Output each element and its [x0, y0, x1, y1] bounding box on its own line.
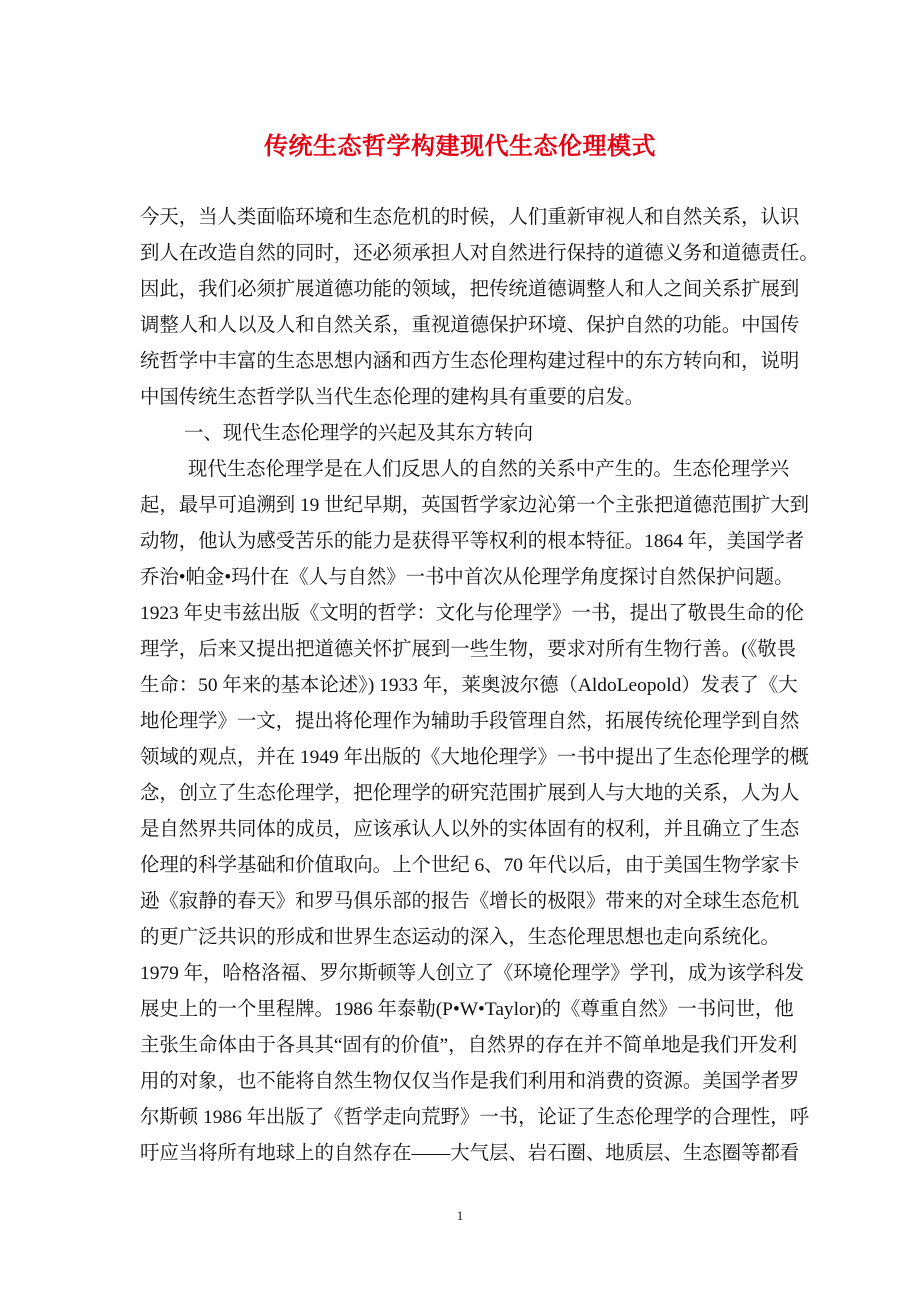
text-line: 念，创立了生态伦理学，把伦理学的研究范围扩展到人与大地的关系，人为人 — [140, 783, 800, 804]
section-heading: 一、现代生态伦理学的兴起及其东方转向 — [184, 423, 534, 444]
text-line: 生命：50 年来的基本论述》) 1933 年，莱奥波尔德（AldoLeopold）发表了《大 — [140, 675, 798, 696]
text-line: 理学，后来又提出把道德关怀扩展到一些生物，要求对所有生物行善。(《敬畏 — [140, 639, 797, 660]
text-line: 吁应当将所有地球上的自然存在——大气层、岩石圈、地质层、生态圈等都看 — [140, 1143, 800, 1164]
text-line: 主张生命体由于各具其“固有的价值”，自然界的存在并不简单地是我们开发利 — [140, 1035, 798, 1056]
paragraph-intro — [140, 204, 819, 420]
text-line: 起，最早可追溯到 19 世纪早期，英国哲学家边沁第一个主张把道德范围扩大到 — [140, 495, 809, 516]
text-line: 地伦理学》一文，提出将伦理作为辅助手段管理自然，拓展传统伦理学到自然 — [140, 711, 800, 732]
text-line: 的更广泛共识的形成和世界生态运动的深入，生态伦理思想也走向系统化。 — [140, 927, 780, 948]
document-title: 传统生态哲学构建现代生态伦理模式 — [264, 134, 656, 160]
text-line: 中国传统生态哲学队当代生态伦理的建构具有重要的启发。 — [140, 387, 645, 408]
text-line: 展史上的一个里程牌。1986 年泰勒(P•W•Taylor)的《尊重自然》一书问世，他 — [140, 999, 794, 1020]
text-line: 调整人和人以及人和自然关系，重视道德保护环境、保护自然的功能。中国传 — [140, 315, 800, 336]
text-line: 是自然界共同体的成员，应该承认人以外的实体固有的权利，并且确立了生态 — [140, 819, 800, 840]
text-line: 1923 年史韦兹出版《文明的哲学：文化与伦理学》一书，提出了敬畏生命的伦 — [140, 603, 805, 624]
page-number: 1 — [456, 1208, 464, 1223]
text-line: 现代生态伦理学是在人们反思人的自然的关系中产生的。生态伦理学兴 — [188, 459, 790, 480]
text-line: 逊《寂静的春天》和罗马俱乐部的报告《增长的极限》带来的对全球生态危机 — [140, 891, 800, 912]
text-line: 统哲学中丰富的生态思想内涵和西方生态伦理构建过程中的东方转向和，说明 — [140, 351, 800, 372]
text-line: 到人在改造自然的同时，还必须承担人对自然进行保持的道德义务和道德责任。 — [140, 243, 819, 264]
text-line: 动物，他认为感受苦乐的能力是获得平等权利的根本特征。1864 年，美国学者 — [140, 531, 805, 552]
text-line: 1979 年，哈格洛福、罗尔斯顿等人创立了《环境伦理学》学刊，成为该学科发 — [140, 963, 805, 984]
text-line: 用的对象，也不能将自然生物仅仅当作是我们利用和消费的资源。美国学者罗 — [140, 1071, 800, 1092]
text-line: 今天，当人类面临环境和生态危机的时候，人们重新审视人和自然关系，认识 — [140, 207, 800, 228]
text-line: 乔治•帕金•玛什在《人与自然》一书中首次从伦理学角度探讨自然保护问题。 — [140, 567, 794, 588]
text-line: 领域的观点，并在 1949 年出版的《大地伦理学》一书中提出了生态伦理学的概 — [140, 747, 809, 768]
text-line: 尔斯顿 1986 年出版了《哲学走向荒野》一书，论证了生态伦理学的合理性，呼 — [140, 1107, 809, 1128]
text-line: 伦理的科学基础和价值取向。上个世纪 6、70 年代以后，由于美国生物学家卡 — [140, 855, 800, 876]
document-body — [140, 204, 819, 1176]
paragraph-section-1 — [140, 456, 809, 1176]
text-line: 因此，我们必须扩展道德功能的领域，把传统道德调整人和人之间关系扩展到 — [140, 279, 800, 300]
